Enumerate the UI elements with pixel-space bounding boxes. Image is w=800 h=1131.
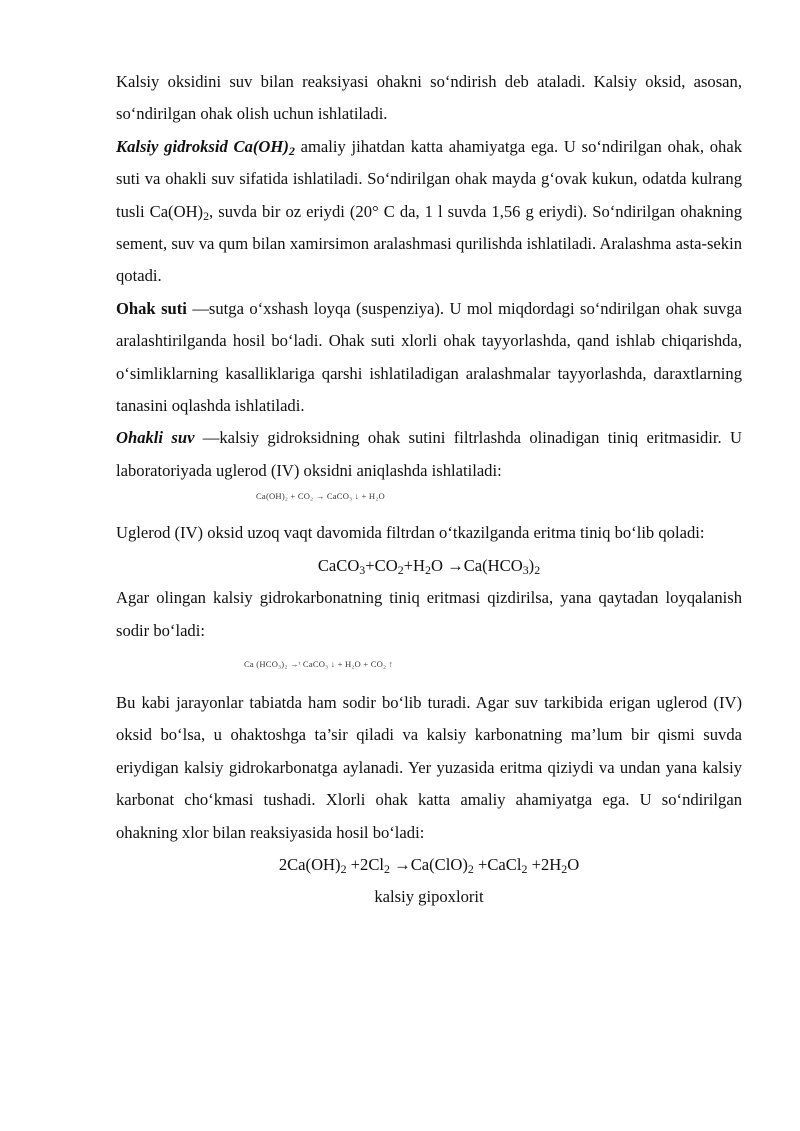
paragraph-4: Ohakli suv —kalsiy gidroksidning ohak sutini filtrlashda olinadigan tiniq eritmasidir. U laboratoriyada uglerod (IV) oksidni aniqlashda ishlatiladi: bbox=[116, 428, 742, 480]
term-ohak-suti: Ohak suti bbox=[116, 298, 187, 318]
equation-image-1: Ca(OH)₂ + CO₂ → CaCO₃ ↓ + H₂O bbox=[256, 491, 385, 502]
document-page bbox=[116, 66, 742, 914]
paragraph-6: Agar olingan kalsiy gidrokarbonatning tiniq eritmasi qizdirilsa, yana qaytadan loyqalanish sodir bo‘ladi: bbox=[116, 588, 742, 640]
paragraph-3: Ohak suti —sutga o‘xshash loyqa (suspenziya). U mol miqdordagi so‘ndirilgan ohak suvga aralashtirilganda hosil bo‘ladi. Ohak suti xlorli ohak tayyorlashda, qand ishlab chiqarishda, o‘simliklarning kasalliklariga qarshi ishlatiladigan aralashmalar tayyorlashda, daraxtlarning tanasini oqlashda ishlatiladi. bbox=[116, 298, 742, 416]
equation-image-2: Ca (HCO₃)₂ →ᵗ CaCO₃ ↓ + H₂O + CO₂ ↑ bbox=[244, 658, 394, 669]
paragraph-1: Kalsiy oksidini suv bilan reaksiyasi ohakni so‘ndirish deb ataladi. Kalsiy oksid, asosan, so‘ndirilgan ohak olish uchun ishlatiladi. bbox=[116, 72, 742, 124]
paragraph-2: Kalsiy gidroksid $Ca(OH)_2$ amaliy jihatdan katta ahamiyatga ega. U so‘ndirilgan ohak, ohak suti va ohakli suv sifatida ishlatiladi. So‘ndirilgan ohak mayda g‘ovak kukun, odatda kulrang tusli $Ca(OH)_2$, suvda bir oz eriydi (20° C da, 1 l suvda 1,56 g eriydi). So‘ndirilgan ohakning sement, suv va qum bilan xamirsimon aralashmasi qurilishda ishlatiladi. Aralashma asta-sekin qotadi. bbox=[116, 136, 742, 286]
equation-1: $CaCO_3+CO_2+H_2O \to Ca(HCO_3)_2$ bbox=[317, 555, 541, 577]
equation-2: $2Ca(OH)_2 +2Cl_2 \to Ca(ClO)_2$ +CaCl$_2$ $+2H_2O$ bbox=[278, 854, 580, 876]
equation-2-caption: kalsiy gipoxlorit bbox=[374, 887, 484, 907]
paragraph-7: Bu kabi jarayonlar tabiatda ham sodir bo‘lib turadi. Agar suv tarkibida erigan uglerod (IV) oksid bo‘lsa, u ohaktoshga ta’sir qiladi va kalsiy karbonatning ma’lum bir qismi suvda eriydigan kalsiy gidrokarbonatga aylanadi. Yer yuzasida eritma qiziydi va undan yana kalsiy karbonat cho‘kmasi tushadi. Xlorli ohak katta amaliy ahamiyatga ega. U so‘ndirilgan ohakning xlor bilan reaksiyasida hosil bo‘ladi: bbox=[116, 692, 742, 842]
paragraph-5: Uglerod (IV) oksid uzoq vaqt davomida filtrdan o‘tkazilganda eritma tiniq bo‘lib qoladi: bbox=[116, 523, 705, 543]
term-kalsiy-gidroksid: Kalsiy gidroksid $Ca(OH)_2$ bbox=[116, 136, 295, 158]
term-ohakli-suv: Ohakli suv bbox=[116, 428, 195, 448]
